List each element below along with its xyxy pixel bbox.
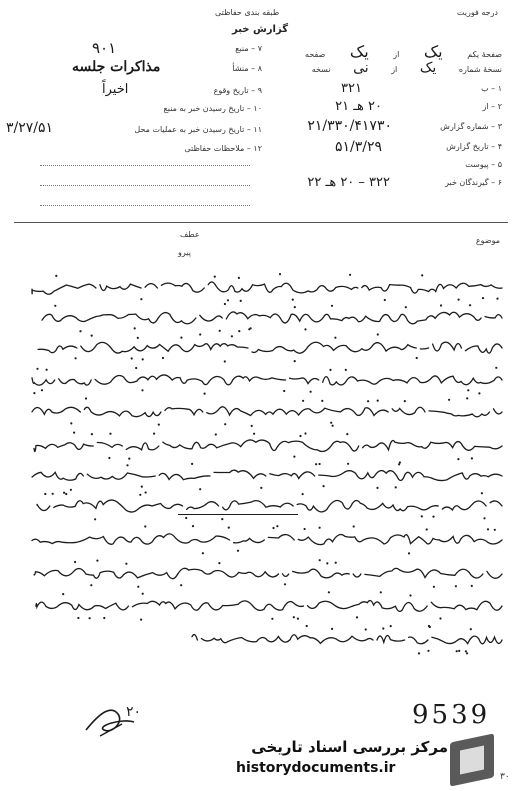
- watermark-logo-inner: [460, 745, 484, 774]
- handwritten-line: [14, 488, 508, 522]
- subject-label: موضوع: [475, 236, 500, 245]
- field-receipt-source: ۱۰ – تاریخ رسیدن خبر به منبع: [163, 104, 262, 113]
- atf-label: عطف: [180, 230, 200, 239]
- peyro-label: پیرو: [178, 248, 191, 257]
- handwritten-line-text: [489, 302, 500, 315]
- field-report-date: ۴ – تاریخ گزارش ۵۱/۳/۲۹: [334, 139, 502, 155]
- field-receipt-local: ۱۱ – تاریخ رسیدن خبر به عملیات محل ۳/۲۷/۵۱: [6, 120, 262, 136]
- handwritten-line-text: [489, 590, 500, 603]
- page-corner-number: ۳۰: [500, 772, 510, 782]
- handwritten-line: [14, 522, 508, 556]
- handwritten-line: [14, 428, 508, 462]
- watermark-center-name: مرکز بررسی اسناد تاریخی: [251, 738, 448, 756]
- handwritten-line-text: [489, 558, 500, 571]
- field-security-notes: ۱۲ – ملاحظات حفاظتی: [184, 144, 262, 153]
- handwritten-line-text: [489, 624, 500, 637]
- archive-number: 9539: [412, 700, 491, 730]
- handwritten-line: [14, 300, 508, 334]
- field-origin: ۸ – منشأ مذاکرات جلسه: [72, 59, 262, 75]
- handwritten-line: [14, 588, 508, 622]
- underline-mark: [178, 514, 298, 515]
- signature-initials: ۲۰: [126, 704, 142, 720]
- field-source: ۷ – منبع ۹۰۱: [92, 39, 262, 57]
- handwritten-line-text: [489, 460, 500, 473]
- security-level-label: درجه فوریت: [456, 8, 498, 17]
- signature: [82, 700, 172, 740]
- dotted-line: [40, 185, 250, 186]
- field-from: ۲ – از ۲۰ هـ ۲۱: [335, 99, 502, 114]
- handwritten-line: [14, 330, 508, 364]
- handwritten-line: [14, 556, 508, 590]
- handwritten-line-text: [489, 364, 500, 377]
- copy-number-label: نسخهٔ شماره یک از نی نسخه: [311, 60, 502, 76]
- field-recipients: ۶ – گیرندگان خبر ۳۲۲ – ۲۰ هـ ۲۲: [307, 175, 502, 190]
- watermark-url: historydocuments.ir: [236, 760, 396, 776]
- handwritten-line-text: [489, 524, 500, 537]
- dotted-line: [40, 205, 250, 206]
- watermark: [236, 736, 514, 788]
- header-divider: [14, 222, 508, 223]
- handwritten-line: [14, 270, 508, 304]
- handwritten-line: [14, 458, 508, 492]
- field-occurrence-date: ۹ – تاریخ وقوع اخیراً: [102, 82, 262, 97]
- field-report-number: ۳ – شماره گزارش ۲۱/۳۳۰/۴۱۷۳۰: [307, 118, 502, 134]
- handwritten-line-text: [489, 272, 500, 285]
- handwritten-line: [14, 362, 508, 396]
- handwritten-line-text: [489, 332, 500, 345]
- dotted-line: [40, 165, 250, 166]
- handwritten-line: [14, 622, 508, 656]
- classification-label: طبقه بندی حفاظتی: [215, 8, 280, 17]
- page-of-label: صفحهٔ یکم یک از یک صفحه: [305, 42, 502, 61]
- handwritten-line-text: [489, 490, 500, 503]
- handwritten-line-text: [489, 430, 500, 443]
- handwritten-line: [14, 394, 508, 428]
- handwritten-line-text: [489, 396, 500, 409]
- form-title: گزارش خبر: [232, 24, 289, 35]
- field-attachment: ۵ – پیوست: [465, 160, 502, 169]
- field-to: ۱ – ب ۳۲۱: [341, 81, 502, 96]
- subject-value: [427, 232, 440, 247]
